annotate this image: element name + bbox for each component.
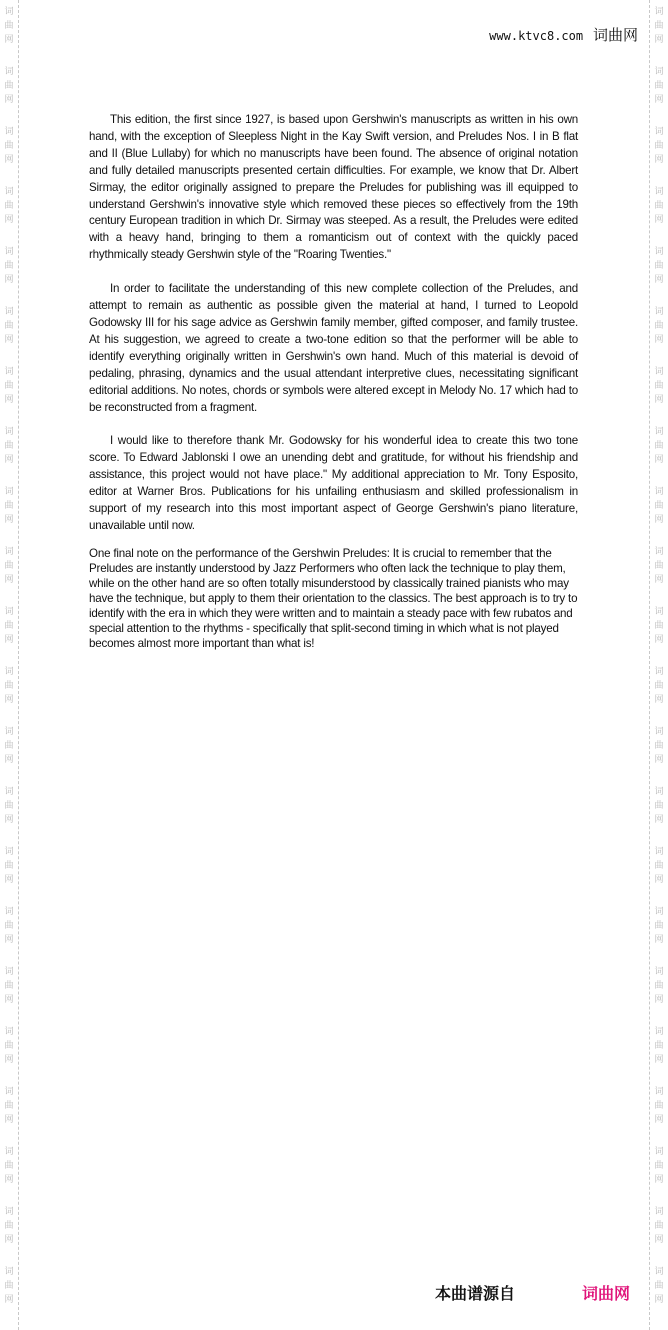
left-margin-watermark — [0, 0, 19, 1330]
watermark-stamp: 词 曲 网 — [4, 786, 14, 824]
page-footer — [0, 1281, 668, 1305]
watermark-stamp: 词 曲 网 — [4, 906, 14, 944]
watermark-stamp: 词 曲 网 — [654, 786, 664, 824]
paragraph-2: In order to facilitate the understanding of this new complete collection of the Preludes, and attempt to remain as authentic as possible given the material at hand, I turned to Leopold Godowsky III for his sage advice as Gershwin family member, gifted composer, and family trustee. At his suggestion, we agreed to create a two-tone edition so that the performer will be able to identify everything originally written in Gershwin's own hand. Much of this material is devoid of pedaling, phrasing, dynamics and the usual attendant interpretive clues, necessitating significant editorial additions. No notes, chords or symbols were altered except in Melody No. 17 which had to be reconstructed from a fragment. — [89, 282, 578, 414]
source-label: 本曲谱源自 — [435, 1284, 516, 1303]
watermark-stamp: 词 曲 网 — [4, 1026, 14, 1064]
watermark-stamp: 词 曲 网 — [654, 1086, 664, 1124]
watermark-stamp: 词 曲 网 — [4, 6, 14, 44]
watermark-stamp: 词 曲 网 — [4, 966, 14, 1004]
watermark-stamp: 词 曲 网 — [4, 846, 14, 884]
document-body — [89, 112, 578, 668]
page-header — [489, 24, 638, 45]
watermark-stamp: 词 曲 网 — [4, 1086, 14, 1124]
watermark-stamp: 词 曲 网 — [654, 366, 664, 404]
footer-site-name[interactable]: 词曲网 — [582, 1284, 631, 1303]
watermark-stamp: 词 曲 网 — [654, 1206, 664, 1244]
watermark-stamp: 词 曲 网 — [654, 906, 664, 944]
watermark-stamp: 词 曲 网 — [4, 126, 14, 164]
watermark-stamp: 词 曲 网 — [654, 1146, 664, 1184]
watermark-stamp: 词 曲 网 — [4, 546, 14, 584]
paragraph-3: I would like to therefore thank Mr. Godowsky for his wonderful idea to create this two tone score. To Edward Jablonski I owe an unending debt and gratitude, for without his friendship and assistance, this project would not have place." My additional appreciation to Mr. Tony Esposito, editor at Warner Bros. Publications for his unfailing enthusiasm and skilled professionalism in support of my research into this most important aspect of George Gershwin's piano literature, unavailable until now. — [89, 434, 578, 532]
watermark-stamp: 词 曲 网 — [4, 426, 14, 464]
watermark-stamp: 词 曲 网 — [654, 186, 664, 224]
watermark-stamp: 词 曲 网 — [4, 246, 14, 284]
site-name: 词曲网 — [592, 26, 638, 44]
paragraph-1: This edition, the first since 1927, is based upon Gershwin's manuscripts as written in his own hand, with the exception of Sleepless Night in the Kay Swift version, and Preludes Nos. I in B flat and II (Blue Lullaby) for which no manuscripts have been found. The absence of original notation and fully detailed manuscripts presented certain difficulties. For example, we know that Dr. Albert Sirmay, the editor originally assigned to prepare the Preludes for publishing was ill equipped to understand Gershwin's innovative style which removed these pieces so effectively from the 19th century European tradition in which Dr. Sirmay was steeped. As a result, the Preludes were edited with a heavy hand, bringing to them a romanticism out of context with the quickly paced rhythmically steady Gershwin style of the "Roaring Twenties." — [89, 113, 578, 262]
watermark-stamp: 词 曲 网 — [654, 306, 664, 344]
watermark-stamp: 词 曲 网 — [654, 66, 664, 104]
watermark-stamp: 词 曲 网 — [4, 186, 14, 224]
watermark-stamp: 词 曲 网 — [4, 366, 14, 404]
watermark-stamp: 词 曲 网 — [4, 666, 14, 704]
watermark-stamp: 词 曲 网 — [654, 966, 664, 1004]
watermark-stamp: 词 曲 网 — [654, 246, 664, 284]
watermark-stamp: 词 曲 网 — [4, 66, 14, 104]
watermark-stamp: 词 曲 网 — [654, 1026, 664, 1064]
watermark-stamp: 词 曲 网 — [4, 726, 14, 764]
watermark-stamp: 词 曲 网 — [4, 606, 14, 644]
watermark-stamp: 词 曲 网 — [654, 6, 664, 44]
watermark-stamp: 词 曲 网 — [4, 1146, 14, 1184]
right-margin-watermark — [649, 0, 668, 1330]
watermark-stamp: 词 曲 网 — [654, 726, 664, 764]
watermark-stamp: 词 曲 网 — [654, 846, 664, 884]
watermark-stamp: 词 曲 网 — [654, 126, 664, 164]
watermark-stamp: 词 曲 网 — [654, 486, 664, 524]
watermark-stamp: 词 曲 网 — [654, 426, 664, 464]
watermark-stamp: 词 曲 网 — [654, 666, 664, 704]
watermark-stamp: 词 曲 网 — [4, 486, 14, 524]
watermark-stamp: 词 曲 网 — [4, 1266, 14, 1304]
watermark-stamp: 词 曲 网 — [654, 546, 664, 584]
watermark-stamp: 词 曲 网 — [4, 1206, 14, 1244]
watermark-stamp: 词 曲 网 — [654, 606, 664, 644]
watermark-stamp: 词 曲 网 — [654, 1266, 664, 1304]
paragraph-4: One final note on the performance of the Gershwin Preludes: It is crucial to remember that the Preludes are instantly understood by Jazz Performers who often lack the technique to play them, while on the other hand are so often totally misunderstood by classically trained pianists who may have the technique, but apply to them their orientation to the classics. The best approach is to try to identify with the era in which they were written and to maintain a steady pace with few rubatos and special attention to the rhythms - specifically that split-second timing in which what is not played becomes almost more important than what is! — [89, 546, 578, 650]
site-url[interactable]: www.ktvc8.com — [489, 29, 584, 43]
watermark-stamp: 词 曲 网 — [4, 306, 14, 344]
